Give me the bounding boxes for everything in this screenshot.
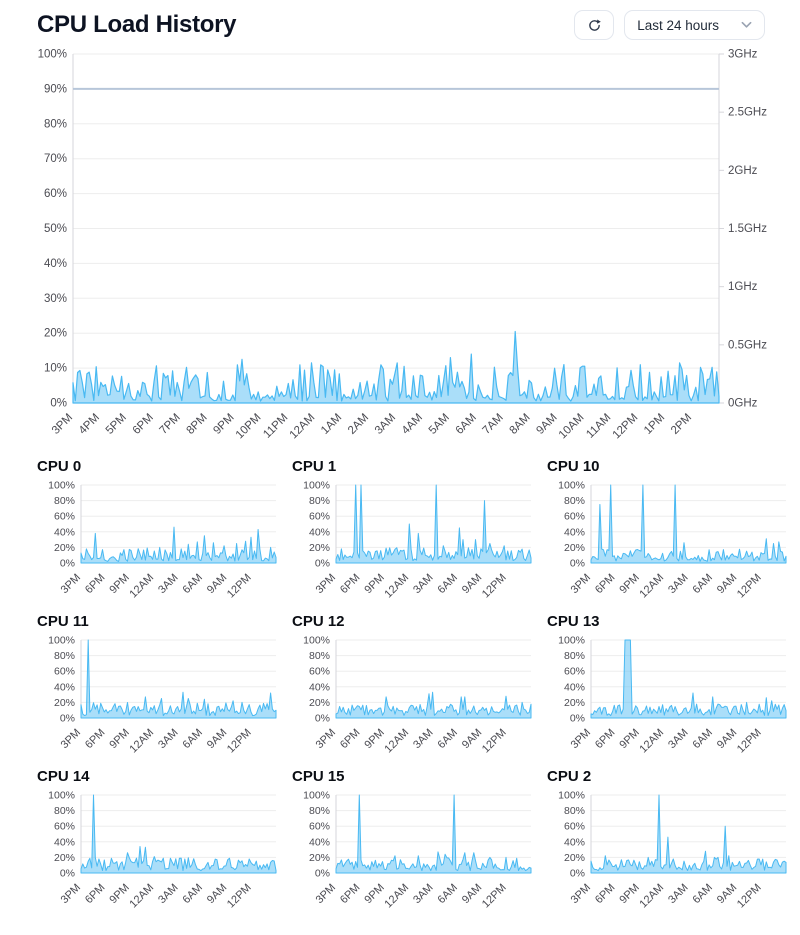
cpu-chart-cell (547, 458, 791, 609)
svg-text:40%: 40% (563, 681, 585, 694)
svg-text:0%: 0% (59, 557, 75, 570)
svg-text:0%: 0% (314, 557, 330, 570)
header-controls (574, 10, 765, 40)
page-title: CPU Load History (37, 11, 237, 38)
svg-text:9PM: 9PM (617, 571, 642, 597)
svg-text:11PM: 11PM (261, 411, 291, 441)
svg-text:12PM: 12PM (479, 726, 509, 756)
svg-text:7AM: 7AM (480, 411, 506, 437)
svg-text:12AM: 12AM (127, 726, 157, 756)
svg-text:100%: 100% (48, 479, 75, 492)
svg-text:9AM: 9AM (459, 726, 485, 752)
time-range-select[interactable] (624, 10, 765, 40)
cpu-chart-title: CPU 11 (37, 613, 89, 630)
svg-text:40%: 40% (308, 526, 330, 539)
svg-text:3AM: 3AM (666, 881, 691, 907)
svg-text:3PM: 3PM (313, 881, 339, 907)
svg-text:20%: 20% (53, 696, 75, 709)
svg-text:0.5GHz: 0.5GHz (728, 339, 767, 352)
chevron-down-icon (741, 21, 752, 29)
svg-text:60%: 60% (43, 188, 67, 201)
header (37, 6, 791, 44)
svg-text:9AM: 9AM (714, 726, 740, 752)
svg-text:6PM: 6PM (338, 726, 363, 752)
svg-text:6PM: 6PM (338, 571, 363, 597)
cpu-chart-canvas (37, 632, 281, 764)
svg-text:9AM: 9AM (204, 881, 230, 907)
svg-text:12AM: 12AM (637, 726, 667, 756)
svg-text:20%: 20% (563, 851, 585, 864)
cpu-chart-canvas (292, 787, 536, 919)
svg-text:60%: 60% (308, 665, 330, 678)
svg-text:60%: 60% (53, 820, 75, 833)
cpu-chart-cell (37, 458, 281, 609)
svg-text:2AM: 2AM (345, 411, 372, 437)
svg-text:100%: 100% (303, 634, 330, 647)
svg-text:80%: 80% (563, 495, 585, 508)
cpu-chart-cell (547, 768, 791, 919)
cpu-chart-canvas (37, 477, 281, 609)
svg-text:9PM: 9PM (362, 881, 387, 907)
cpu-chart-title: CPU 13 (547, 613, 600, 630)
svg-text:1GHz: 1GHz (728, 281, 758, 294)
cpu-chart-canvas (547, 477, 791, 609)
svg-text:6PM: 6PM (83, 881, 108, 907)
svg-text:4PM: 4PM (76, 411, 103, 437)
svg-text:20%: 20% (308, 541, 330, 554)
svg-text:6AM: 6AM (435, 571, 460, 597)
svg-text:12AM: 12AM (382, 726, 412, 756)
svg-text:6AM: 6AM (180, 881, 205, 907)
svg-text:20%: 20% (308, 851, 330, 864)
svg-text:3AM: 3AM (666, 571, 691, 597)
svg-text:9PM: 9PM (617, 881, 642, 907)
svg-text:9PM: 9PM (211, 411, 237, 437)
svg-text:20%: 20% (43, 327, 67, 340)
svg-text:9AM: 9AM (204, 571, 230, 597)
svg-text:100%: 100% (558, 789, 585, 802)
cpu-chart-cell (292, 768, 536, 919)
svg-text:20%: 20% (53, 851, 75, 864)
svg-text:0GHz: 0GHz (728, 397, 758, 410)
svg-text:12AM: 12AM (637, 571, 667, 601)
svg-text:12PM: 12PM (224, 881, 254, 911)
svg-text:3AM: 3AM (411, 881, 436, 907)
svg-text:6AM: 6AM (180, 726, 205, 752)
svg-text:6PM: 6PM (593, 881, 618, 907)
svg-text:20%: 20% (53, 541, 75, 554)
svg-text:100%: 100% (303, 479, 330, 492)
svg-text:6AM: 6AM (690, 881, 715, 907)
svg-text:3PM: 3PM (313, 726, 339, 752)
svg-text:7PM: 7PM (157, 411, 183, 437)
cpu-chart-canvas (292, 477, 536, 609)
svg-text:3AM: 3AM (411, 726, 436, 752)
svg-text:0%: 0% (314, 867, 330, 880)
svg-text:60%: 60% (308, 510, 330, 523)
svg-text:3AM: 3AM (156, 726, 181, 752)
svg-text:100%: 100% (558, 634, 585, 647)
svg-text:3AM: 3AM (411, 571, 436, 597)
svg-text:4AM: 4AM (399, 411, 426, 437)
svg-text:6AM: 6AM (690, 726, 715, 752)
svg-text:12AM: 12AM (382, 881, 412, 911)
svg-text:6PM: 6PM (338, 881, 363, 907)
svg-text:8AM: 8AM (507, 411, 533, 437)
svg-text:0%: 0% (569, 867, 585, 880)
svg-text:6AM: 6AM (690, 571, 715, 597)
cpu-chart-cell (37, 768, 281, 919)
cpu-chart-title: CPU 10 (547, 458, 600, 475)
svg-text:0%: 0% (569, 557, 585, 570)
svg-text:3PM: 3PM (58, 881, 84, 907)
svg-text:0%: 0% (314, 712, 330, 725)
svg-text:100%: 100% (37, 48, 67, 61)
svg-text:1PM: 1PM (642, 411, 668, 437)
svg-text:12PM: 12PM (610, 411, 641, 442)
cpu-chart-canvas (292, 632, 536, 764)
svg-text:12PM: 12PM (734, 881, 764, 911)
svg-text:2.5GHz: 2.5GHz (728, 106, 767, 119)
cpu-chart-title: CPU 15 (292, 768, 345, 785)
time-range-value: Last 24 hours (637, 17, 719, 33)
svg-text:60%: 60% (563, 820, 585, 833)
svg-text:6PM: 6PM (83, 726, 108, 752)
svg-text:60%: 60% (563, 510, 585, 523)
svg-text:20%: 20% (308, 696, 330, 709)
svg-text:6AM: 6AM (435, 726, 460, 752)
svg-text:3AM: 3AM (156, 571, 181, 597)
svg-text:9PM: 9PM (107, 571, 132, 597)
svg-text:10AM: 10AM (556, 411, 587, 442)
svg-text:2PM: 2PM (668, 411, 695, 437)
svg-text:40%: 40% (563, 836, 585, 849)
svg-text:40%: 40% (563, 526, 585, 539)
svg-text:9PM: 9PM (107, 881, 132, 907)
svg-text:6PM: 6PM (130, 411, 156, 437)
svg-text:50%: 50% (43, 223, 67, 235)
svg-text:60%: 60% (308, 820, 330, 833)
svg-text:0%: 0% (50, 397, 67, 410)
svg-text:10%: 10% (43, 362, 67, 375)
svg-text:9AM: 9AM (714, 571, 740, 597)
svg-text:3PM: 3PM (49, 411, 76, 437)
refresh-icon (587, 18, 602, 33)
svg-text:40%: 40% (43, 257, 67, 270)
cpu-chart-title: CPU 0 (37, 458, 82, 475)
cpu-chart-canvas (547, 787, 791, 919)
cpu-chart-canvas (547, 632, 791, 764)
svg-text:2GHz: 2GHz (728, 164, 758, 177)
svg-text:3PM: 3PM (313, 571, 339, 597)
svg-text:9PM: 9PM (617, 726, 642, 752)
svg-text:9PM: 9PM (362, 726, 387, 752)
svg-text:80%: 80% (563, 650, 585, 663)
svg-text:100%: 100% (48, 789, 75, 802)
svg-text:3AM: 3AM (156, 881, 181, 907)
svg-text:80%: 80% (308, 805, 330, 818)
svg-text:3PM: 3PM (568, 726, 594, 752)
svg-text:6AM: 6AM (180, 571, 205, 597)
svg-text:40%: 40% (308, 681, 330, 694)
svg-text:9AM: 9AM (534, 411, 560, 437)
svg-text:12AM: 12AM (287, 411, 318, 442)
cpu-chart-title: CPU 1 (292, 458, 337, 475)
svg-text:3AM: 3AM (666, 726, 691, 752)
refresh-button[interactable] (574, 10, 614, 40)
svg-text:3PM: 3PM (58, 571, 84, 597)
cpu-chart-cell (37, 613, 281, 764)
svg-text:0%: 0% (569, 712, 585, 725)
svg-text:40%: 40% (308, 836, 330, 849)
svg-text:12PM: 12PM (224, 571, 254, 601)
svg-text:12AM: 12AM (382, 571, 412, 601)
svg-text:70%: 70% (43, 153, 67, 166)
svg-text:6AM: 6AM (453, 411, 479, 437)
svg-text:9AM: 9AM (459, 571, 485, 597)
svg-text:12PM: 12PM (734, 571, 764, 601)
svg-text:11AM: 11AM (584, 411, 614, 441)
svg-text:3AM: 3AM (372, 411, 399, 437)
cpu-chart-cell (547, 613, 791, 764)
svg-text:0%: 0% (59, 867, 75, 880)
svg-text:60%: 60% (53, 510, 75, 523)
cpu-chart-title: CPU 14 (37, 768, 90, 785)
svg-text:12AM: 12AM (127, 881, 157, 911)
per-cpu-grid (37, 458, 791, 919)
svg-text:9AM: 9AM (204, 726, 230, 752)
svg-text:10PM: 10PM (233, 411, 264, 442)
svg-text:80%: 80% (308, 650, 330, 663)
svg-text:9PM: 9PM (362, 571, 387, 597)
svg-text:12AM: 12AM (637, 881, 667, 911)
svg-text:0%: 0% (59, 712, 75, 725)
svg-text:12PM: 12PM (479, 571, 509, 601)
svg-text:3PM: 3PM (568, 881, 594, 907)
svg-text:80%: 80% (308, 495, 330, 508)
svg-text:40%: 40% (53, 836, 75, 849)
cpu-chart-title: CPU 2 (547, 768, 592, 785)
svg-text:8PM: 8PM (184, 411, 210, 437)
svg-text:80%: 80% (53, 650, 75, 663)
svg-text:80%: 80% (53, 495, 75, 508)
svg-text:3PM: 3PM (568, 571, 594, 597)
svg-text:80%: 80% (43, 118, 67, 131)
svg-text:9AM: 9AM (459, 881, 485, 907)
svg-text:3GHz: 3GHz (728, 48, 758, 61)
svg-text:12PM: 12PM (734, 726, 764, 756)
svg-text:6PM: 6PM (83, 571, 108, 597)
svg-text:1.5GHz: 1.5GHz (728, 223, 767, 235)
svg-text:5AM: 5AM (426, 411, 452, 437)
main-cpu-chart (37, 46, 791, 448)
svg-text:80%: 80% (563, 805, 585, 818)
svg-text:9PM: 9PM (107, 726, 132, 752)
svg-text:60%: 60% (53, 665, 75, 678)
svg-text:6PM: 6PM (593, 571, 618, 597)
svg-text:9AM: 9AM (714, 881, 740, 907)
svg-text:12PM: 12PM (224, 726, 254, 756)
svg-text:100%: 100% (48, 634, 75, 647)
svg-text:5PM: 5PM (103, 411, 129, 437)
svg-text:90%: 90% (43, 83, 67, 96)
svg-text:6AM: 6AM (435, 881, 460, 907)
svg-text:6PM: 6PM (593, 726, 618, 752)
svg-text:12AM: 12AM (127, 571, 157, 601)
cpu-chart-cell (292, 458, 536, 609)
svg-text:12PM: 12PM (479, 881, 509, 911)
svg-text:20%: 20% (563, 541, 585, 554)
svg-text:40%: 40% (53, 681, 75, 694)
svg-text:30%: 30% (43, 292, 67, 305)
svg-text:3PM: 3PM (58, 726, 84, 752)
cpu-chart-title: CPU 12 (292, 613, 345, 630)
svg-text:80%: 80% (53, 805, 75, 818)
svg-text:1AM: 1AM (319, 411, 345, 437)
cpu-chart-canvas (37, 787, 281, 919)
cpu-load-chart-canvas (37, 46, 777, 448)
svg-text:60%: 60% (563, 665, 585, 678)
svg-text:20%: 20% (563, 696, 585, 709)
svg-text:40%: 40% (53, 526, 75, 539)
svg-text:100%: 100% (558, 479, 585, 492)
cpu-chart-cell (292, 613, 536, 764)
svg-text:100%: 100% (303, 789, 330, 802)
